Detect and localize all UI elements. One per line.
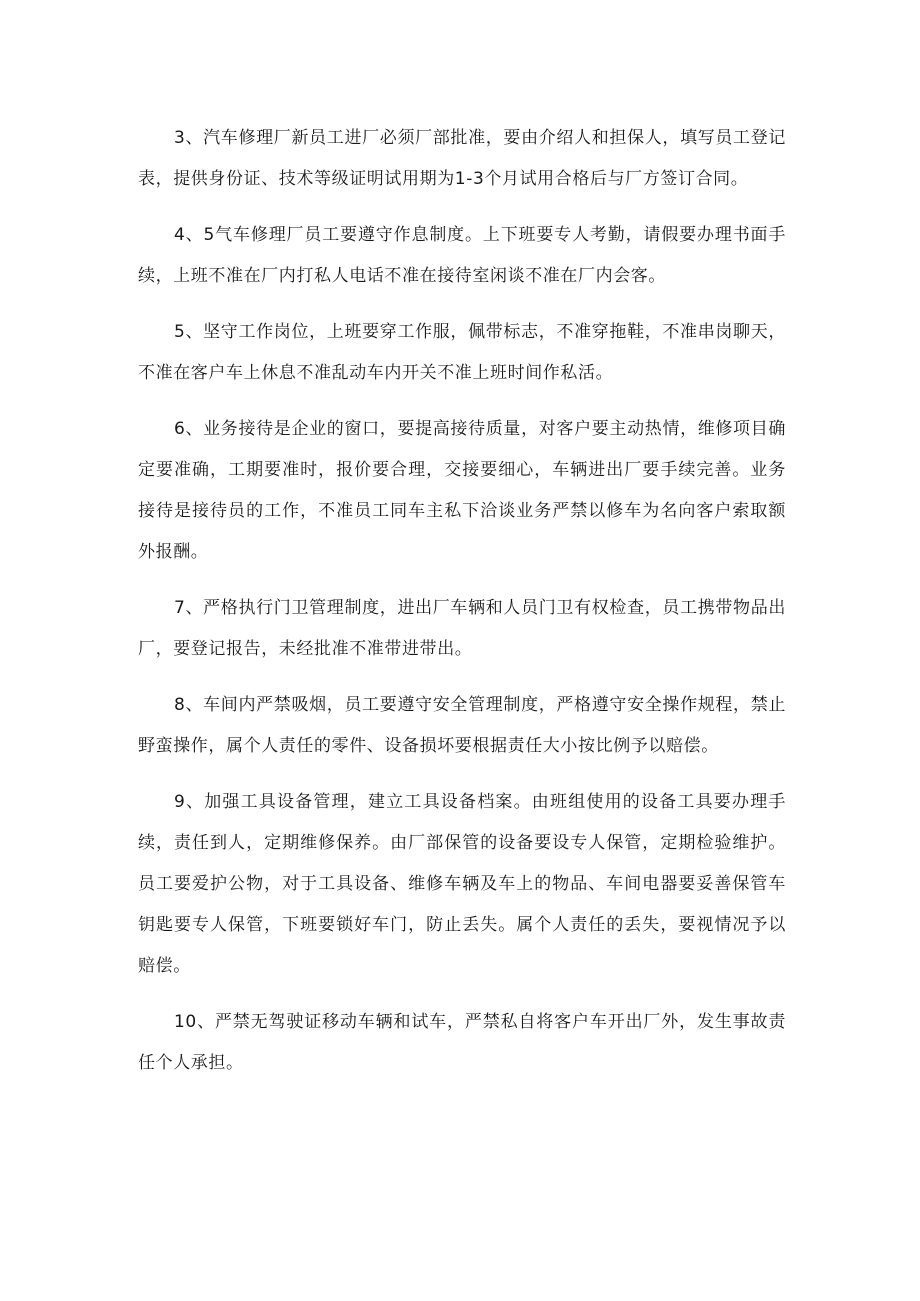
paragraph-rule-6: 6、业务接待是企业的窗口，要提高接待质量，对客户要主动热情，维修项目确定要准确，工期要准时，报价要合理，交接要细心，车辆进出厂要手续完善。业务接待是接待员的工作，不准员工同车主私下洽谈业务严禁以修车为名向客户索取额外报酬。 — [138, 419, 786, 562]
paragraph-rule-5: 5、坚守工作岗位，上班要穿工作服，佩带标志，不准穿拖鞋，不准串岗聊天，不准在客户车上休息不准乱动车内开关不准上班时间作私活。 — [138, 322, 786, 383]
paragraph-rule-7: 7、严格执行门卫管理制度，进出厂车辆和人员门卫有权检查，员工携带物品出厂，要登记报告，未经批准不准带进带出。 — [138, 598, 786, 659]
paragraph-rule-4-5: 4、5气车修理厂员工要遵守作息制度。上下班要专人考勤，请假要办理书面手续，上班不准在厂内打私人电话不准在接待室闲谈不准在厂内会客。 — [138, 225, 786, 286]
paragraph-rule-9: 9、加强工具设备管理，建立工具设备档案。由班组使用的设备工具要办理手续，责任到人，定期维修保养。由厂部保管的设备要设专人保管，定期检验维护。员工要爱护公物，对于工具设备、维修车辆及车上的物品、车间电器要妥善保管车钥匙要专人保管，下班要锁好车门，防止丢失。属个人责任的丢失，要视情况予以赔偿。 — [138, 792, 786, 976]
paragraph-rule-3: 3、汽车修理厂新员工进厂必须厂部批准，要由介绍人和担保人，填写员工登记表，提供身份证、技术等级证明试用期为1-3个月试用合格后与厂方签订合同。 — [138, 128, 786, 189]
paragraph-rule-10: 10、严禁无驾驶证移动车辆和试车，严禁私自将客户车开出厂外，发生事故责任个人承担。 — [138, 1012, 786, 1073]
document-body — [138, 118, 786, 1099]
paragraph-rule-8: 8、车间内严禁吸烟，员工要遵守安全管理制度，严格遵守安全操作规程，禁止野蛮操作，属个人责任的零件、设备损坏要根据责任大小按比例予以赔偿。 — [138, 695, 786, 756]
